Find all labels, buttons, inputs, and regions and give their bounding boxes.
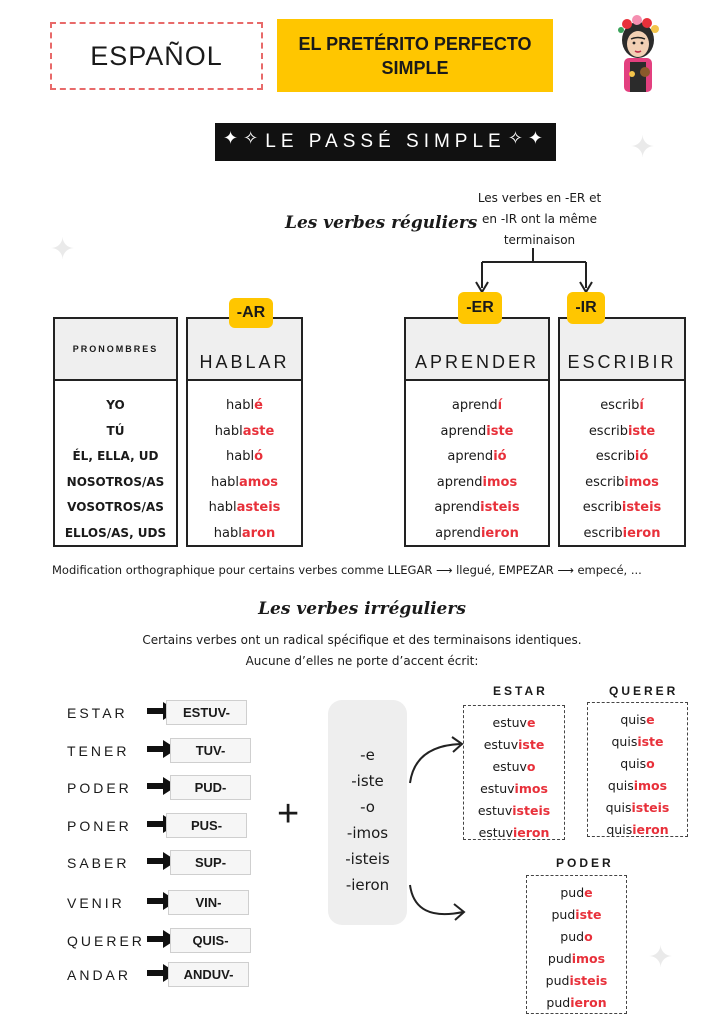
- verb-stem: estuv: [480, 781, 515, 796]
- verb-stem: aprend: [434, 500, 481, 515]
- querer-title: QUERER: [609, 684, 679, 698]
- conjugation-form: [480, 778, 548, 800]
- verb-stem: habl: [208, 500, 237, 515]
- verb-ending: ieron: [622, 525, 661, 541]
- conjugation-form: [226, 444, 263, 470]
- irregular-verbs-title: Les verbes irréguliers: [258, 599, 466, 619]
- verb-stem: habl: [225, 449, 255, 464]
- verb-ending: imos: [482, 474, 518, 490]
- irregular-verb: TENER: [67, 743, 130, 759]
- querer-conjugation: [587, 702, 688, 837]
- hablar-card: [186, 317, 303, 547]
- irregular-stem: SUP-: [170, 850, 251, 875]
- note-line: terminaison: [503, 233, 576, 247]
- irregular-stem: QUIS-: [170, 928, 251, 953]
- conjugation-form: [226, 393, 263, 419]
- sparkle-decoration-icon: ✦: [648, 940, 674, 975]
- ending-item: -e: [360, 746, 375, 764]
- ending-item: -iste: [351, 772, 384, 790]
- verb-stem: quis: [620, 756, 647, 771]
- pronoun: VOSOTROS/AS: [67, 500, 164, 514]
- verb-stem: escrib: [588, 423, 628, 439]
- irregular-verb-row: [67, 813, 177, 839]
- irregular-verb-row: [67, 775, 177, 801]
- escribir-header: ESCRIBIR: [560, 319, 684, 381]
- verb-stem: aprend: [447, 449, 494, 464]
- irregular-verb: VENIR: [67, 895, 125, 911]
- verb-ending: iste: [575, 907, 602, 922]
- banner-text: LE PASSÉ SIMPLE: [265, 131, 506, 152]
- verb-ending: iste: [627, 423, 656, 439]
- conjugation-form: [478, 800, 550, 822]
- verb-ending: o: [526, 759, 536, 774]
- verb-stem: estuv: [492, 759, 527, 774]
- title-line-1: EL PRETÉRITO PERFECTO: [298, 33, 532, 54]
- conjugation-form: [620, 709, 654, 731]
- aprender-header: APRENDER: [406, 319, 548, 381]
- poder-conjugation: [526, 875, 627, 1014]
- verb-ending: asteis: [236, 500, 281, 515]
- estar-conjugation: [463, 705, 565, 840]
- verb-stem: escrib: [582, 500, 622, 515]
- pronouns-header: PRONOMBRES: [55, 319, 176, 381]
- page-title: [277, 19, 553, 92]
- aprender-conjugation: [406, 393, 548, 546]
- irregular-stem: PUD-: [170, 775, 251, 800]
- tag-er: -ER: [458, 292, 502, 324]
- pronoun-list: [55, 393, 176, 546]
- endings-box: [328, 700, 407, 925]
- verb-stem: habl: [226, 398, 255, 413]
- verb-ending: ieron: [632, 822, 669, 837]
- regular-verbs-title: Les verbes réguliers: [285, 213, 478, 233]
- conjugation-form: [215, 419, 275, 445]
- conjugation-form: [583, 521, 660, 547]
- irregular-verb-row: [67, 928, 177, 954]
- verb-ending: ieron: [570, 995, 607, 1010]
- verb-stem: estuv: [478, 825, 513, 840]
- verb-ending: isteis: [631, 800, 670, 815]
- irregular-stem: VIN-: [168, 890, 249, 915]
- subject-label: ESPAÑOL: [50, 22, 263, 90]
- conjugation-form: [452, 393, 502, 419]
- irregular-verb-row: [67, 850, 177, 876]
- irregular-verb: PODER: [67, 780, 132, 796]
- sparkle-icon: ✧✦: [507, 128, 548, 148]
- verb-stem: quis: [606, 822, 633, 837]
- conjugation-form: [211, 470, 278, 496]
- endings-list: [328, 742, 407, 898]
- sparkle-decoration-icon: ✦: [50, 232, 76, 267]
- pronoun: NOSOTROS/AS: [66, 474, 165, 489]
- verb-ending: aron: [241, 525, 276, 541]
- conjugation-form: [479, 822, 550, 844]
- title-line-2: SIMPLE: [381, 57, 449, 78]
- verb-stem: escrib: [600, 398, 640, 413]
- ending-item: -ieron: [345, 876, 390, 894]
- verb-stem: escrib: [585, 474, 625, 490]
- pronoun: ÉL, ELLA, UD: [72, 449, 159, 463]
- conjugation-form: [606, 797, 670, 819]
- verb-ending: í: [639, 398, 644, 413]
- conjugation-form: [552, 904, 602, 926]
- verb-ending: é: [254, 398, 263, 413]
- poder-title: PODER: [556, 856, 614, 870]
- verb-stem: aprend: [440, 423, 487, 439]
- irregular-stem: ESTUV-: [166, 700, 247, 725]
- irregular-stem: TUV-: [170, 738, 251, 763]
- hablar-conjugation: [188, 393, 301, 546]
- verb-stem: quis: [605, 800, 632, 815]
- hablar-header: HABLAR: [188, 319, 301, 381]
- conjugation-form: [600, 393, 644, 419]
- verb-stem: escrib: [595, 449, 635, 464]
- conjugation-form: [440, 419, 513, 445]
- verb-ending: ió: [634, 449, 649, 464]
- verb-stem: aprend: [451, 398, 498, 413]
- verb-stem: pud: [560, 929, 585, 944]
- verb-stem: escrib: [583, 525, 623, 541]
- escribir-card: [558, 317, 686, 547]
- conjugation-form: [546, 992, 606, 1014]
- verb-stem: quis: [607, 778, 634, 793]
- verb-ending: iste: [518, 737, 545, 752]
- verb-stem: pud: [545, 973, 570, 988]
- conjugation-form: [209, 495, 281, 521]
- verb-ending: isteis: [480, 500, 520, 515]
- conjugation-form: [548, 948, 605, 970]
- verb-ending: imos: [633, 778, 668, 793]
- verb-stem: aprend: [436, 474, 483, 490]
- pronouns-card: [53, 317, 178, 547]
- verb-ending: isteis: [621, 500, 662, 515]
- verb-stem: habl: [214, 423, 243, 439]
- conjugation-form: [606, 819, 668, 841]
- ending-item: -imos: [346, 824, 389, 842]
- conjugation-form: [493, 712, 536, 734]
- irregular-verb: QUERER: [67, 933, 145, 949]
- verb-stem: aprend: [435, 525, 481, 541]
- conjugation-form: [611, 731, 663, 753]
- sparkle-decoration-icon: ✦: [630, 130, 656, 165]
- verb-ending: e: [526, 715, 536, 730]
- section-banner: [215, 123, 556, 161]
- escribir-conjugation: [560, 393, 684, 546]
- verb-ending: ieron: [480, 525, 519, 541]
- verb-stem: estuv: [483, 737, 519, 752]
- verb-stem: pud: [547, 951, 572, 966]
- conjugation-form: [560, 926, 592, 948]
- er-ir-note: [462, 188, 617, 251]
- conjugation-form: [589, 419, 655, 445]
- verb-ending: imos: [514, 781, 548, 796]
- frida-illustration-icon: [610, 10, 666, 96]
- verb-ending: o: [646, 756, 655, 771]
- conjugation-form: [437, 470, 517, 496]
- conjugation-form: [435, 521, 519, 547]
- pronoun: TÚ: [106, 423, 125, 438]
- irregular-stem: ANDUV-: [168, 962, 249, 987]
- verb-stem: estuv: [492, 715, 527, 730]
- verb-ending: iste: [637, 734, 664, 749]
- bracket-arrow-icon: [470, 248, 600, 294]
- verb-stem: habl: [213, 525, 242, 541]
- irregular-stem: PUS-: [166, 813, 247, 838]
- curved-arrow-icon: [405, 880, 475, 930]
- verb-ending: í: [497, 398, 503, 413]
- verb-stem: estuv: [477, 803, 513, 818]
- conjugation-form: [447, 444, 506, 470]
- sparkle-icon: ✦✧: [223, 128, 264, 148]
- verb-ending: amos: [239, 474, 279, 490]
- conjugation-form: [546, 970, 608, 992]
- conjugation-form: [484, 734, 545, 756]
- conjugation-form: [214, 521, 275, 547]
- irregular-verb: ESTAR: [67, 705, 128, 721]
- verb-stem: pud: [560, 885, 585, 900]
- verb-ending: ó: [254, 449, 263, 464]
- ending-item: -o: [360, 798, 375, 816]
- ending-item: -isteis: [345, 850, 390, 868]
- irregular-verb: ANDAR: [67, 967, 132, 983]
- conjugation-form: [434, 495, 519, 521]
- verb-ending: aste: [242, 423, 275, 439]
- verb-ending: isteis: [512, 803, 551, 818]
- irregular-verb-row: [67, 890, 177, 916]
- verb-ending: imos: [624, 474, 659, 490]
- verb-ending: iste: [486, 423, 514, 439]
- estar-title: ESTAR: [493, 684, 548, 698]
- verb-ending: o: [584, 929, 593, 944]
- verb-ending: isteis: [569, 973, 608, 988]
- irregular-verb: PONER: [67, 818, 132, 834]
- conjugation-form: [620, 753, 654, 775]
- conjugation-form: [585, 470, 659, 496]
- irregular-verb-row: [67, 700, 177, 726]
- aprender-card: [404, 317, 550, 547]
- tag-ar: -AR: [229, 298, 273, 328]
- note-line: Les verbes en -ER et: [477, 191, 602, 205]
- verb-stem: pud: [546, 995, 571, 1010]
- conjugation-form: [560, 882, 592, 904]
- irregular-intro: [0, 630, 724, 672]
- conjugation-form: [583, 495, 662, 521]
- conjugation-form: [596, 444, 649, 470]
- tag-ir: -IR: [567, 292, 605, 324]
- irregular-verb-row: [67, 738, 177, 764]
- modification-note: Modification orthographique pour certains verbes comme LLEGAR ⟶ llegué, EMPEZAR ⟶ empecé, ...: [52, 563, 642, 577]
- verb-ending: ió: [493, 449, 507, 464]
- intro-line: Certains verbes ont un radical spécifique et des terminaisons identiques.: [142, 633, 582, 647]
- verb-ending: e: [584, 885, 593, 900]
- irregular-verb: SABER: [67, 855, 130, 871]
- irregular-verb-row: [67, 962, 177, 988]
- conjugation-form: [608, 775, 667, 797]
- pronoun: ELLOS/AS, UDS: [64, 525, 167, 540]
- verb-ending: ieron: [513, 825, 550, 840]
- conjugation-form: [492, 756, 535, 778]
- verb-stem: quis: [611, 734, 638, 749]
- verb-stem: pud: [551, 907, 576, 922]
- pronoun: YO: [106, 398, 125, 412]
- verb-ending: e: [646, 712, 655, 727]
- verb-stem: habl: [210, 474, 240, 490]
- intro-line: Aucune d’elles ne porte d’accent écrit:: [245, 654, 479, 668]
- verb-stem: quis: [620, 712, 647, 727]
- verb-ending: imos: [571, 951, 606, 966]
- note-line: en -IR ont la même: [482, 212, 597, 226]
- plus-sign: +: [277, 793, 300, 835]
